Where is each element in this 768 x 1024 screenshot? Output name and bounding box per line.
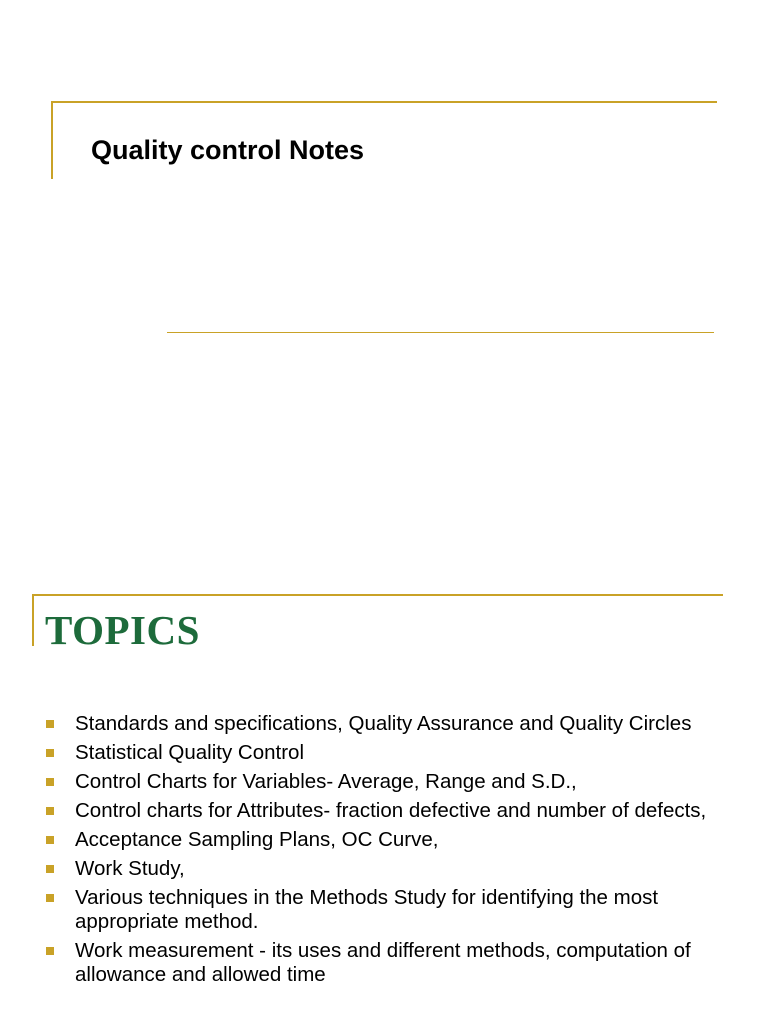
top-accent-rule	[32, 594, 723, 596]
topic-text: Control Charts for Variables- Average, Range and S.D.,	[75, 770, 577, 793]
list-item	[0, 770, 768, 794]
topics-slide	[0, 580, 768, 1024]
divider-rule	[167, 332, 714, 333]
topic-text: Acceptance Sampling Plans, OC Curve,	[75, 828, 439, 851]
list-item	[0, 939, 768, 987]
square-bullet-icon	[46, 894, 54, 902]
list-item	[0, 857, 768, 881]
left-accent-rule	[51, 101, 53, 179]
square-bullet-icon	[46, 836, 54, 844]
square-bullet-icon	[46, 749, 54, 757]
square-bullet-icon	[46, 947, 54, 955]
topics-heading: TOPICS	[45, 607, 200, 653]
square-bullet-icon	[46, 865, 54, 873]
square-bullet-icon	[46, 720, 54, 728]
topic-text: Standards and specifications, Quality Assurance and Quality Circles	[75, 712, 692, 735]
topic-text: Statistical Quality Control	[75, 741, 305, 764]
top-accent-rule	[51, 101, 717, 103]
square-bullet-icon	[46, 778, 54, 786]
topic-text: Work Study,	[75, 857, 185, 880]
list-item	[0, 741, 768, 765]
slide-title: Quality control Notes	[91, 135, 365, 165]
list-item	[0, 799, 768, 823]
left-accent-rule	[32, 594, 34, 646]
square-bullet-icon	[46, 807, 54, 815]
topic-text: Various techniques in the Methods Study for identifying the most appropriate method.	[75, 886, 659, 933]
list-item	[0, 712, 768, 736]
list-item	[0, 828, 768, 852]
topic-text: Work measurement - its uses and different methods, computation of allowance and allowed time	[75, 939, 691, 986]
topic-list	[0, 712, 768, 992]
list-item	[0, 886, 768, 934]
topic-text: Control charts for Attributes- fraction defective and number of defects,	[75, 799, 707, 822]
